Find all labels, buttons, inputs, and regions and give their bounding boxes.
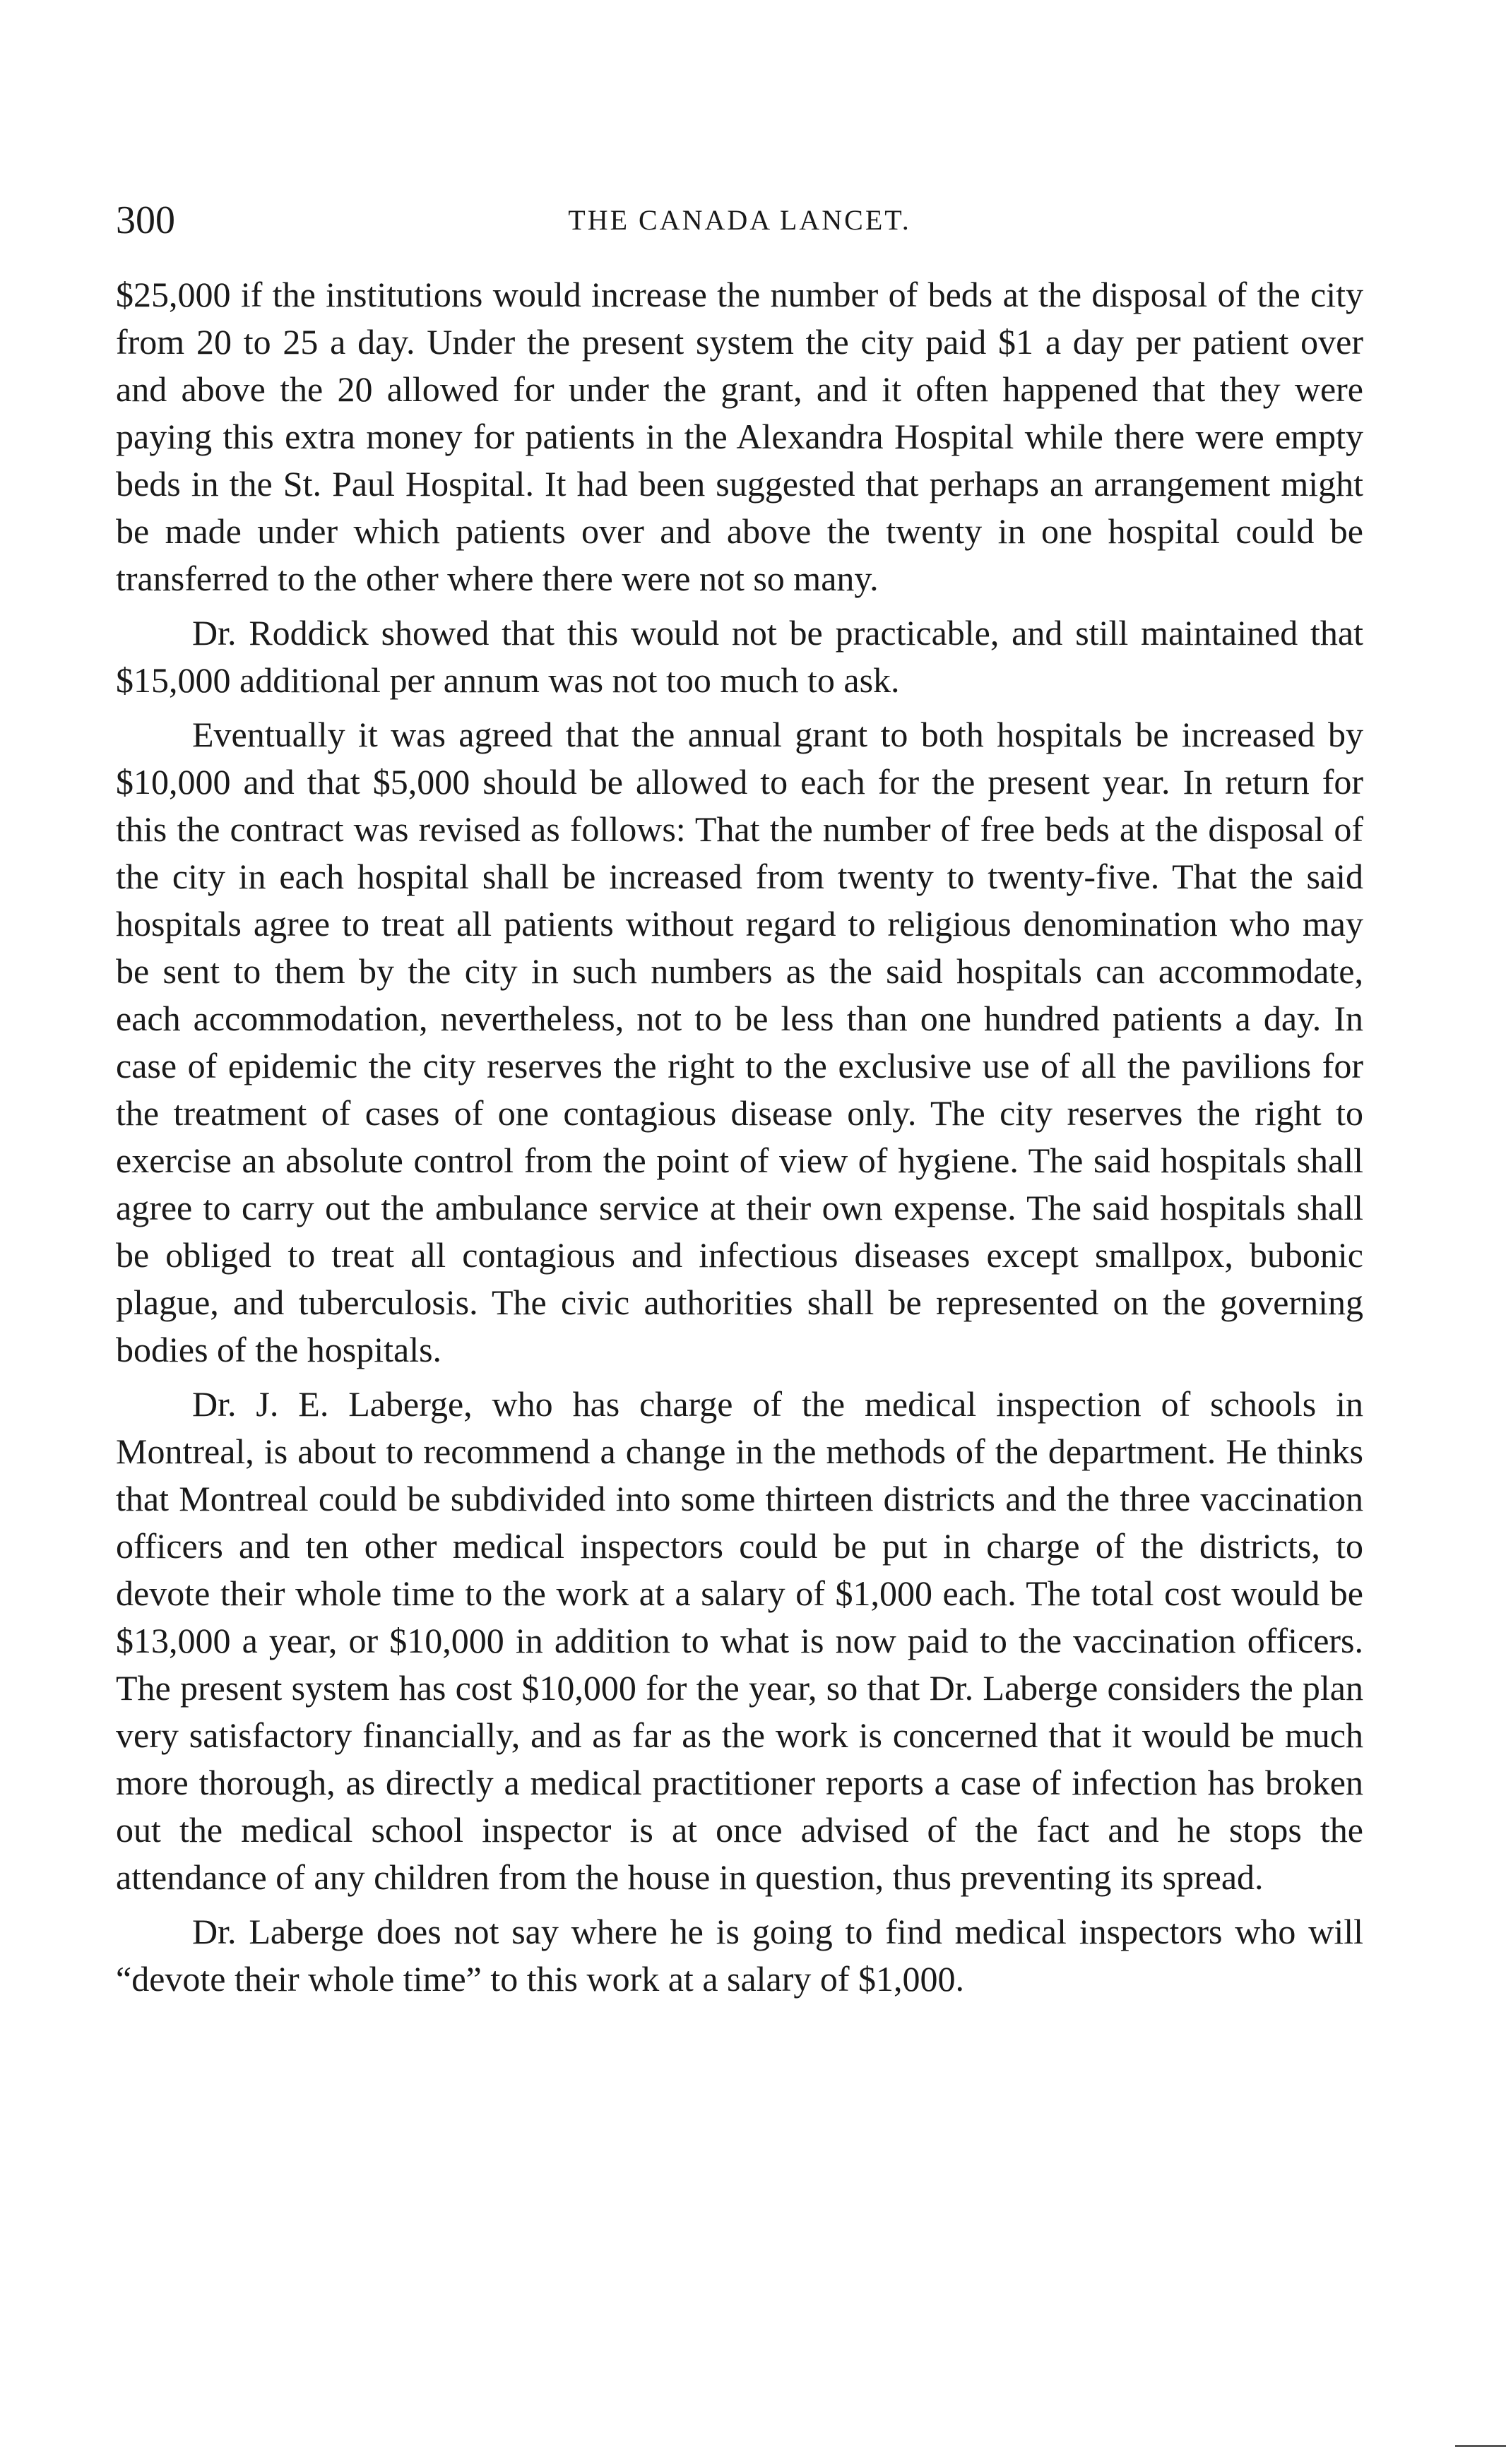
paragraph-roddick: Dr. Roddick showed that this would not be practicable, and still maintained that $15,000 additional per annum was not too much to ask. <box>116 613 1363 700</box>
article-body <box>116 271 1363 2003</box>
paragraph-continued: $25,000 if the institutions would increase the number of beds at the disposal of the city from 20 to 25 a day. Under the present system the city paid $1 a day per patient over and above the 20 allowed for under the grant, and it often happened that they were paying this extra money for patients in the Alexandra Hospital while there were empty beds in the St. Paul Hospital. It had been suggested that perhaps an arrangement might be made under which patients over and above the twenty in one hospital could be transferred to the other where there were not so many. <box>116 275 1363 598</box>
running-head: THE CANADA LANCET. <box>568 204 911 236</box>
page-header <box>116 192 1363 249</box>
paragraph-laberge-plan: Dr. J. E. Laberge, who has charge of the medical inspection of schools in Montreal, is about to recommend a change in the methods of the department. He thinks that Montreal could be subdivided into some thirteen districts and the three vaccination officers and ten other medical inspectors could be put in charge of the districts, to devote their whole time to the work at a salary of $1,000 each. The total cost would be $13,000 a year, or $10,000 in addition to what is now paid to the vaccination officers. The present system has cost $10,000 for the year, so that Dr. Laberge considers the plan very satisfactory financially, and as far as the work is concerned that it would be much more thorough, as directly a medical practitioner reports a case of infection has broken out the medical school inspector is at once advised of the fact and he stops the attendance of any children from the house in question, thus preventing its spread. <box>116 1384 1363 1897</box>
paragraph-laberge-closing: Dr. Laberge does not say where he is going to find medical inspectors who will “devote their whole time” to this work at a salary of $1,000. <box>116 1912 1363 1999</box>
page-edge-mark <box>1455 2445 1506 2447</box>
paragraph-contract: Eventually it was agreed that the annual grant to both hospitals be increased by $10,000 and that $5,000 should be allowed to each for the present year. In return for this the contract was revised as follows: That the number of free beds at the disposal of the city in each hospital shall be increased from twenty to twenty-five. That the said hospitals agree to treat all patients without regard to religious denomination who may be sent to them by the city in such numbers as the said hospitals can accommodate, each accommodation, nevertheless, not to be less than one hundred patients a day. In case of epidemic the city reserves the right to the exclusive use of all the pavilions for the treatment of cases of one contagious disease only. The city reserves the right to exercise an absolute control from the point of view of hygiene. The said hospitals shall agree to carry out the ambulance service at their own expense. The said hospitals shall be obliged to treat all contagious and infectious diseases except smallpox, bubonic plague, and tuberculosis. The civic authorities shall be represented on the governing bodies of the hospitals. <box>116 715 1363 1369</box>
page-number: 300 <box>116 198 175 242</box>
